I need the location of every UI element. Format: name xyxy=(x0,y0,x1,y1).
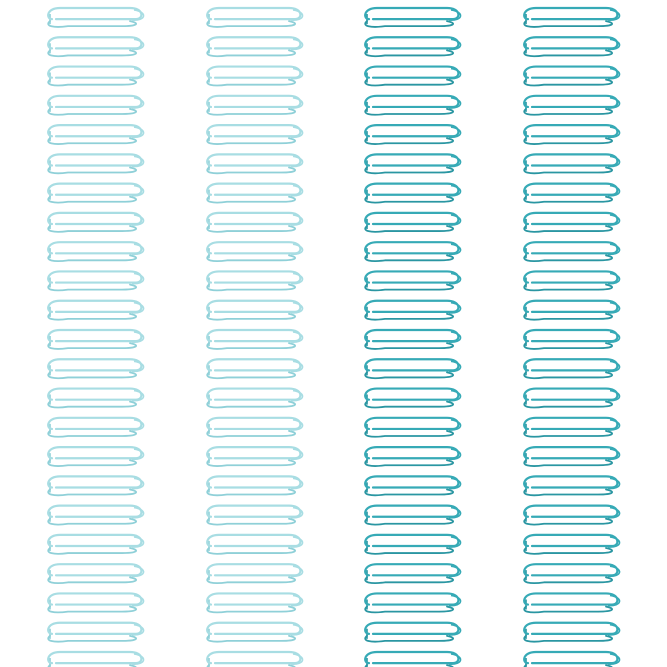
teal-binder-left xyxy=(365,8,460,667)
wire-loop xyxy=(365,652,460,667)
wire-loop xyxy=(48,96,143,115)
wire-loop xyxy=(207,154,302,173)
wire-loop xyxy=(365,271,460,290)
wire-loop xyxy=(365,623,460,642)
wire-loop xyxy=(48,213,143,232)
wire-loop xyxy=(207,271,302,290)
wire-loop xyxy=(524,213,619,232)
wire-loop xyxy=(524,652,619,667)
wire-loop xyxy=(48,535,143,554)
wire-loop xyxy=(365,330,460,349)
wire-loop xyxy=(48,271,143,290)
wire-loop xyxy=(48,418,143,437)
wire-loop xyxy=(365,476,460,495)
wire-loop xyxy=(207,213,302,232)
wire-loop xyxy=(365,301,460,320)
wire-loop xyxy=(207,67,302,86)
wire-loop xyxy=(524,535,619,554)
wire-loop xyxy=(524,125,619,144)
wire-loop xyxy=(48,359,143,378)
wire-loop xyxy=(524,96,619,115)
wire-loop xyxy=(524,330,619,349)
wire-loop xyxy=(365,418,460,437)
wire-loop xyxy=(207,418,302,437)
wire-loop xyxy=(524,418,619,437)
wire-loop xyxy=(207,652,302,667)
wire-loop xyxy=(365,242,460,261)
wire-loop xyxy=(207,125,302,144)
wire-loop xyxy=(365,564,460,583)
wire-loop xyxy=(207,506,302,525)
wire-loop xyxy=(524,8,619,27)
wire-loop xyxy=(365,67,460,86)
wire-loop xyxy=(524,271,619,290)
wire-loop xyxy=(365,506,460,525)
wire-loop xyxy=(365,389,460,408)
wire-loop xyxy=(524,184,619,203)
wire-loop xyxy=(48,476,143,495)
wire-loop xyxy=(48,389,143,408)
wire-loop xyxy=(365,154,460,173)
wire-loop xyxy=(524,447,619,466)
wire-loop xyxy=(365,213,460,232)
wire-loop xyxy=(207,564,302,583)
wire-loop xyxy=(48,623,143,642)
wire-loop xyxy=(365,37,460,56)
wire-loop xyxy=(524,476,619,495)
wire-loop xyxy=(48,593,143,612)
wire-loop xyxy=(48,564,143,583)
wire-loop xyxy=(524,301,619,320)
teal-binder-right xyxy=(524,8,619,667)
wire-loop xyxy=(48,330,143,349)
wire-loop xyxy=(207,359,302,378)
wire-loop xyxy=(365,359,460,378)
wire-loop xyxy=(48,67,143,86)
wire-loop xyxy=(365,447,460,466)
wire-loop xyxy=(48,154,143,173)
wire-loop xyxy=(524,593,619,612)
wire-loop xyxy=(207,476,302,495)
wire-loop xyxy=(524,154,619,173)
wire-loop xyxy=(524,37,619,56)
wire-loop xyxy=(524,67,619,86)
wire-loop xyxy=(365,184,460,203)
wire-loop xyxy=(365,8,460,27)
wire-loop xyxy=(207,37,302,56)
wire-loop xyxy=(365,593,460,612)
wire-loop xyxy=(524,242,619,261)
wire-loop xyxy=(207,535,302,554)
wire-loop xyxy=(524,359,619,378)
wire-loop xyxy=(48,37,143,56)
wire-loop xyxy=(207,96,302,115)
wire-loop xyxy=(207,447,302,466)
light-aqua-binder-left xyxy=(48,8,143,667)
wire-loop xyxy=(365,96,460,115)
wire-loop xyxy=(48,506,143,525)
wire-loop xyxy=(524,564,619,583)
wire-loop xyxy=(48,242,143,261)
wire-loop xyxy=(207,242,302,261)
wire-loop xyxy=(207,301,302,320)
wire-loop xyxy=(207,389,302,408)
wire-loop xyxy=(48,125,143,144)
wire-loop xyxy=(207,593,302,612)
wire-loop xyxy=(524,623,619,642)
wire-loop xyxy=(207,184,302,203)
wire-loop xyxy=(207,623,302,642)
wire-loop xyxy=(48,301,143,320)
wire-loop xyxy=(524,506,619,525)
wire-loop xyxy=(48,652,143,667)
wire-loop xyxy=(365,535,460,554)
wire-loop xyxy=(207,8,302,27)
wire-loop xyxy=(48,8,143,27)
light-aqua-binder-right xyxy=(207,8,302,667)
wire-loop xyxy=(48,184,143,203)
wire-loop xyxy=(365,125,460,144)
wire-loop xyxy=(207,330,302,349)
wire-loop xyxy=(524,389,619,408)
wire-loop xyxy=(48,447,143,466)
